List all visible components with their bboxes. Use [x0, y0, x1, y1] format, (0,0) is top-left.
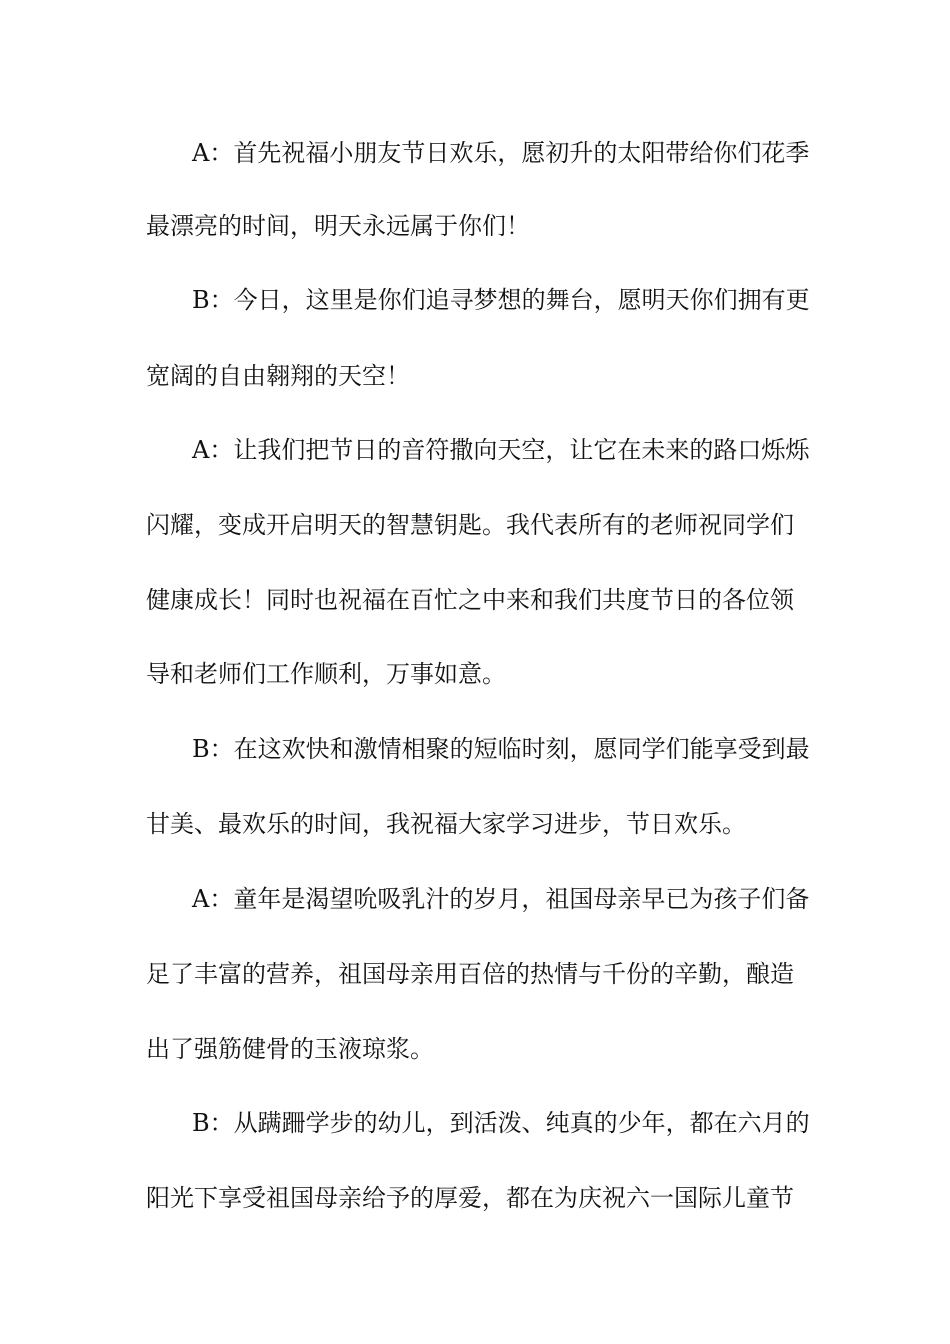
paragraph-line: 宽阔的自由翱翔的天空！ — [146, 362, 410, 390]
paragraph-line: B：从蹒跚学步的幼儿，到活泼、纯真的少年，都在六月的 — [192, 1109, 810, 1137]
paragraph-line: B：在这欢快和激情相聚的短临时刻，愿同学们能享受到最 — [192, 735, 810, 763]
paragraph-line: A：首先祝福小朋友节日欢乐，愿初升的太阳带给你们花季 — [192, 139, 810, 167]
paragraph-line: 阳光下享受祖国母亲给予的厚爱，都在为庆祝六一国际儿童节 — [146, 1184, 794, 1212]
paragraph-line: 足了丰富的营养，祖国母亲用百倍的热情与千份的辛勤，酿造 — [146, 960, 794, 988]
paragraph-line: A：让我们把节日的音符撒向天空，让它在未来的路口烁烁 — [192, 436, 810, 464]
paragraph-line: B：今日，这里是你们追寻梦想的舞台，愿明天你们拥有更 — [192, 286, 810, 314]
paragraph-line: 甘美、最欢乐的时间，我祝福大家学习进步，节日欢乐。 — [146, 810, 746, 838]
paragraph-line: 闪耀，变成开启明天的智慧钥匙。我代表所有的老师祝同学们 — [146, 511, 794, 539]
paragraph-line: A：童年是渴望吮吸乳汁的岁月，祖国母亲早已为孩子们备 — [192, 885, 810, 913]
paragraph-line: 出了强筋健骨的玉液琼浆。 — [146, 1035, 434, 1063]
paragraph-line: 健康成长！同时也祝福在百忙之中来和我们共度节日的各位领 — [146, 586, 794, 614]
paragraph-line: 最漂亮的时间，明天永远属于你们！ — [146, 212, 530, 240]
paragraph-line: 导和老师们工作顺利，万事如意。 — [146, 660, 506, 688]
